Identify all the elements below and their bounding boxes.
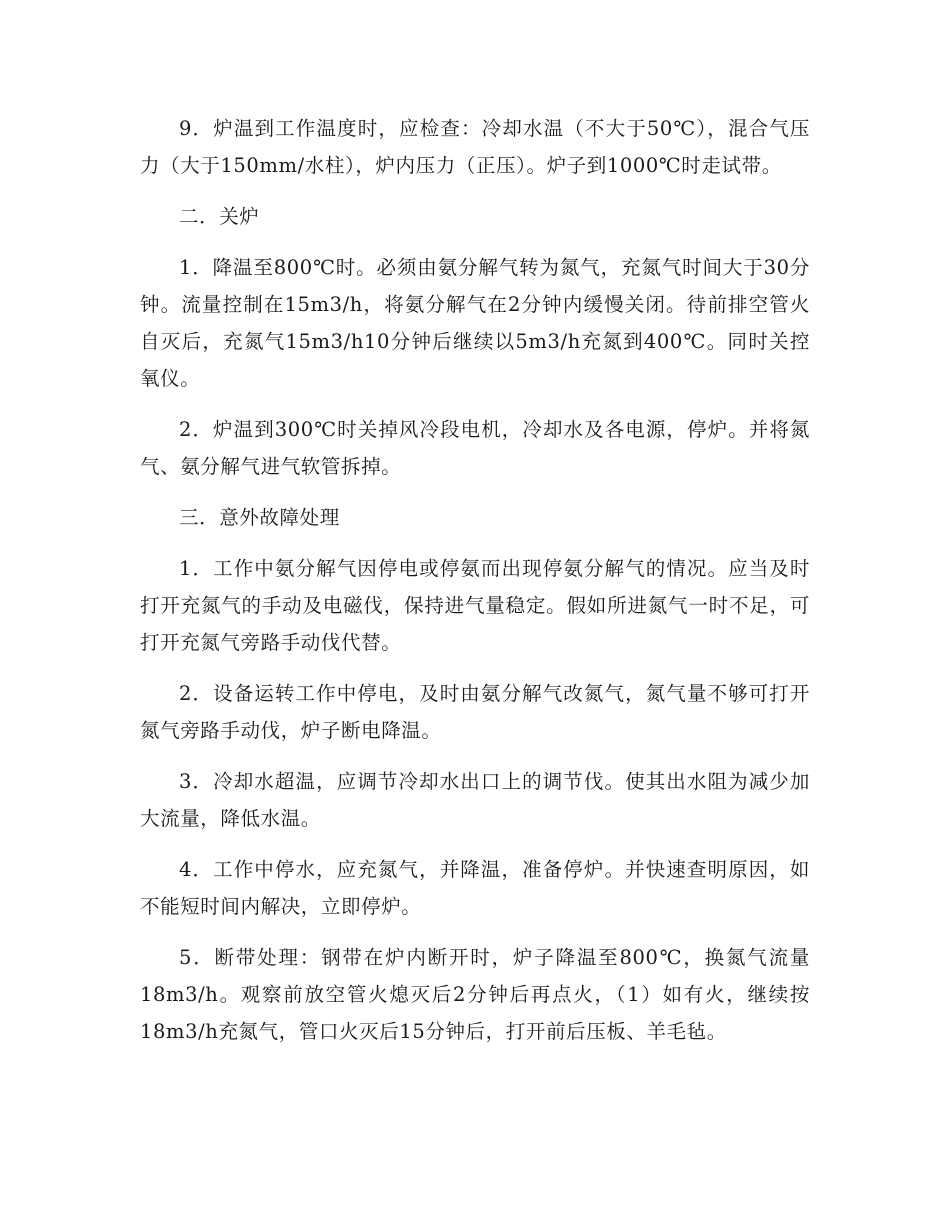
paragraph-fault-1: 1．工作中氨分解气因停电或停氨而出现停氨分解气的情况。应当及时打开充氮气的手动及电磁伐，保持进气量稳定。假如所进氮气一时不足，可打开充氮气旁路手动伐代替。 [140,557,810,654]
paragraph-step-9: 9．炉温到工作温度时，应检查：冷却水温（不大于50℃），混合气压力（大于150mm/水柱），炉内压力（正压）。炉子到1000℃时走试带。 [140,117,810,177]
paragraph-fault-2: 2．设备运转工作中停电，及时由氨分解气改氮气，氮气量不够可打开氮气旁路手动伐，炉子断电降温。 [140,682,810,742]
section-heading-fault-handling: 三．意外故障处理 [179,506,340,529]
paragraph-fault-5: 5．断带处理：钢带在炉内断开时，炉子降温至800℃，换氮气流量18m3/h。观察前放空管火熄灭后2分钟后再点火，（1）如有火，继续按18m3/h充氮气，管口火灭后15分钟后，打开前后压板、羊毛毡。 [140,946,810,1043]
paragraph-fault-3: 3．冷却水超温，应调节冷却水出口上的调节伐。使其出水阻为减少加大流量，降低水温。 [140,770,810,830]
section-heading-shutdown: 二．关炉 [179,205,260,228]
paragraph-shutdown-1: 1．降温至800℃时。必须由氨分解气转为氮气，充氮气时间大于30分钟。流量控制在15m3/h，将氨分解气在2分钟内缓慢关闭。待前排空管火自灭后，充氮气15m3/h10分钟后继续以5m3/h充氮到400℃。同时关控氧仪。 [140,256,810,390]
document-body [140,110,810,1064]
paragraph-shutdown-2: 2．炉温到300℃时关掉风冷段电机，冷却水及各电源，停炉。并将氮气、氨分解气进气软管拆掉。 [140,418,810,478]
paragraph-fault-4: 4．工作中停水，应充氮气，并降温，准备停炉。并快速查明原因，如不能短时间内解决，立即停炉。 [140,858,810,918]
